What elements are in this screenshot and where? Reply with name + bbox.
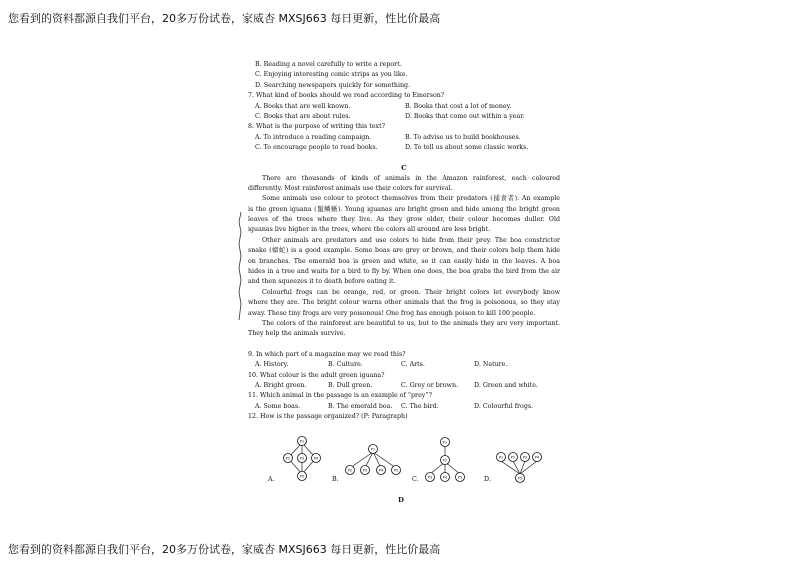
q6-option-d: D. Searching newspapers quickly for something. bbox=[255, 81, 411, 89]
node-label: P1 bbox=[442, 440, 448, 445]
node-label: P1 bbox=[299, 439, 305, 444]
q11-option-b: B. The emerald boa. bbox=[328, 402, 393, 410]
passage-line: Some animals use colour to protect themselves from their predators (捕食者). An example bbox=[262, 195, 560, 203]
passage-line: hides in a tree and waits for a bird to fly by. When one does, the boa grabs the bird from the air bbox=[248, 268, 560, 276]
diagram-b bbox=[342, 434, 404, 484]
q11-stem: 11. Which animal in the passage is an example of “prey”? bbox=[248, 392, 432, 400]
section-c-heading: C bbox=[401, 163, 407, 172]
node-label: P3 bbox=[522, 455, 528, 460]
node-label: P4 bbox=[442, 475, 448, 480]
node-label: P1 bbox=[498, 455, 504, 460]
margin-bracket-mark bbox=[237, 212, 243, 320]
node-label: P4 bbox=[313, 456, 319, 461]
node-label: P4 bbox=[378, 468, 384, 473]
passage-line: iguanas live higher in the trees, where the colors all around are less bright. bbox=[248, 226, 491, 234]
node-label: P1 bbox=[370, 447, 376, 452]
q11-option-d: D. Colourful frogs. bbox=[474, 402, 534, 410]
q10-option-b: B. Dull green. bbox=[328, 381, 373, 389]
q9-stem: 9. In which part of a magazine may we read this? bbox=[248, 350, 406, 358]
q12-diagrams bbox=[256, 434, 556, 494]
passage-line: away. These tiny frogs are very poisonous! One frog has enough poison to kill 100 people. bbox=[248, 309, 536, 317]
bottom-banner: 您看到的资料都源自我们平台，20多万份试卷，家威杏 MXSJ663 每日更新，性比价最高 bbox=[8, 543, 441, 556]
q10-options bbox=[248, 381, 560, 391]
passage-line: is the green iguana (鬣鳞蜥). Young iguanas are bright green and hide among the bright green bbox=[248, 205, 560, 213]
q9-option-d: D. Nature. bbox=[474, 361, 508, 369]
top-banner: 您看到的资料都源自我们平台，20多万份试卷，家威杏 MXSJ663 每日更新，性比价最高 bbox=[8, 12, 441, 25]
q9-options bbox=[248, 360, 560, 370]
node-label: P4 bbox=[534, 455, 540, 460]
q8-option-c: C. To encourage people to read books. bbox=[255, 144, 378, 152]
node-label: P3 bbox=[299, 456, 305, 461]
passage-line: and then squeezes it to death before eating it. bbox=[248, 278, 396, 286]
passage-line: Other animals are predators and use colors to hide from their prey. The boa constrictor bbox=[262, 236, 560, 244]
q10-stem: 10. What colour is the adult green iguana? bbox=[248, 371, 385, 379]
q9-option-c: C. Arts. bbox=[401, 361, 425, 369]
passage-line: Colourful frogs can be orange, red, or green. Their bright colors let everybody know bbox=[262, 288, 560, 296]
passage-line: snake (蟒蛇) is a good example. Some boas are grey or brown, and their colors help them hide bbox=[248, 247, 560, 255]
passage-line: They help the animals survive. bbox=[248, 330, 346, 338]
q12-stem: 12. How is the passage organized? (P: Paragraph) bbox=[248, 413, 408, 421]
passage-line: on branches. The emerald boa is green and white, so it can easily hide in the leaves. A boa bbox=[248, 257, 560, 265]
section-d-heading: D bbox=[398, 496, 404, 504]
q8-option-d: D. To tell us about some classic works. bbox=[405, 144, 529, 152]
diagram-a bbox=[278, 434, 326, 484]
q12-option-a-label: A. bbox=[268, 476, 275, 483]
q8-option-b: B. To advise us to build bookhouses. bbox=[405, 133, 521, 141]
node-label: P2 bbox=[347, 468, 353, 473]
passage-line: differently. Most rainforest animals use their colors for survival. bbox=[248, 184, 453, 192]
q9-option-b: B. Culture. bbox=[328, 361, 363, 369]
q12-option-d-label: D. bbox=[484, 476, 491, 483]
section-c-passage bbox=[248, 174, 560, 340]
node-label: P5 bbox=[299, 474, 305, 479]
q11-option-c: C. The bird. bbox=[401, 402, 439, 410]
q12-option-c-label: C. bbox=[412, 476, 419, 483]
q7-option-a: A. Books that are well known. bbox=[255, 102, 351, 110]
q11-options bbox=[248, 402, 560, 412]
node-label: P2 bbox=[285, 456, 291, 461]
q7-stem: 7. What kind of books should we read according to Emerson? bbox=[248, 92, 445, 100]
q7-options-row2 bbox=[248, 112, 560, 122]
passage-line: leaves of the trees where they live. As they grow older, their colour becomes duller. Old bbox=[248, 216, 560, 224]
q10-option-d: D. Green and white. bbox=[474, 381, 538, 389]
q12-option-b-label: B. bbox=[332, 476, 339, 483]
q7-option-c: C. Books that are about rules. bbox=[255, 112, 351, 120]
q6-option-b: B. Reading a novel carefully to write a report. bbox=[255, 61, 402, 68]
node-label: P5 bbox=[457, 475, 463, 480]
q7-options-row1 bbox=[248, 102, 560, 112]
node-label: P3 bbox=[427, 475, 433, 480]
q7-option-b: B. Books that cost a lot of money. bbox=[405, 102, 512, 110]
node-label: P2 bbox=[442, 458, 448, 463]
node-label: P5 bbox=[393, 468, 399, 473]
diagram-d bbox=[494, 450, 550, 490]
q8-option-a: A. To introduce a reading campaign. bbox=[255, 133, 372, 141]
passage-line: There are thousands of kinds of animals in the Amazon rainforest, each coloured bbox=[262, 174, 560, 182]
q8-options-row2 bbox=[248, 143, 560, 153]
q6-option-c: C. Enjoying interesting comic strips as you like. bbox=[255, 71, 408, 79]
q11-option-a: A. Some boas. bbox=[255, 402, 301, 410]
exam-page bbox=[248, 60, 560, 423]
node-label: P5 bbox=[517, 476, 523, 481]
q8-stem: 8. What is the purpose of writing this text? bbox=[248, 123, 385, 131]
q10-option-a: A. Bright green. bbox=[255, 381, 307, 389]
q8-options-row1 bbox=[248, 133, 560, 143]
node-label: P2 bbox=[510, 455, 516, 460]
q9-option-a: A. History. bbox=[255, 361, 289, 369]
q10-option-c: C. Grey or brown. bbox=[401, 381, 459, 389]
passage-line: The colors of the rainforest are beautiful to us, but to the animals they are very important. bbox=[262, 319, 560, 327]
node-label: P3 bbox=[362, 468, 368, 473]
passage-line: where they are. The bright colour warns other animals that the frog is poisonous, so they stay bbox=[248, 299, 560, 307]
diagram-c bbox=[422, 436, 468, 488]
q7-option-d: D. Books that come out within a year. bbox=[405, 112, 525, 120]
